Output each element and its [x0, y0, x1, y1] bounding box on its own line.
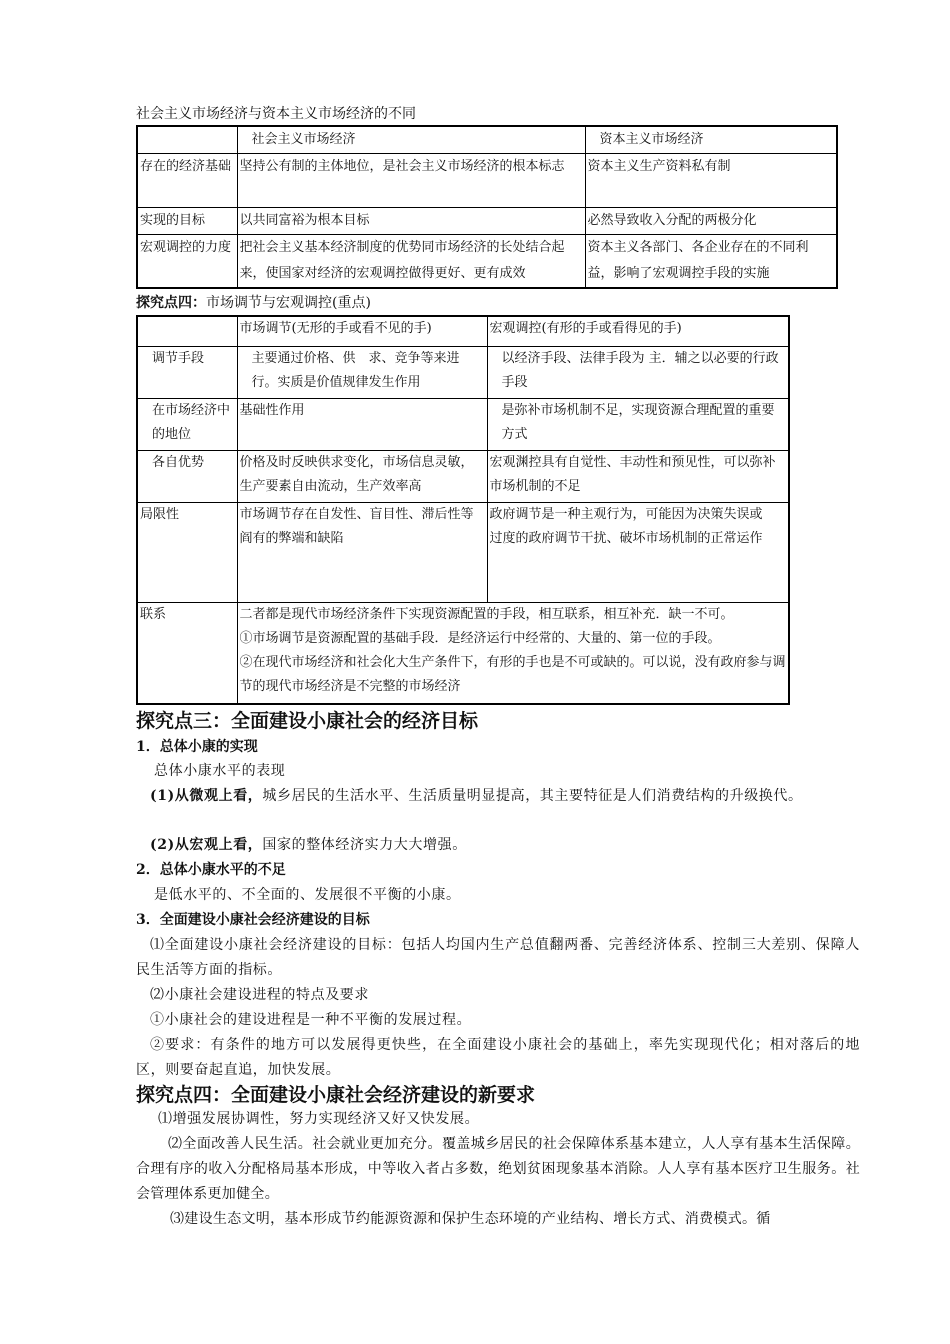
- paragraph: ②要求：有条件的地方可以发展得更快些，在全面建设小康社会的基础上，率先实现现代化；相对落后的地区，则要奋起直追，加快发展。: [136, 1037, 860, 1078]
- table-row: [137, 398, 789, 450]
- paragraph: ⑴增强发展协调性，努力实现经济又好又快发展。: [158, 1111, 480, 1127]
- subheading: 2．总体小康水平的不足: [136, 862, 286, 878]
- paragraph: ⑵小康社会建设进程的特点及要求: [150, 987, 369, 1003]
- table1-caption: 社会主义市场经济与资本主义市场经济的不同: [136, 106, 416, 122]
- table-row: [137, 154, 837, 208]
- subheading: 3．全面建设小康社会经济建设的目标: [136, 912, 370, 928]
- heading-part4: 探究点四：全面建设小康社会经济建设的新要求: [136, 1084, 536, 1106]
- table-cell: [487, 502, 789, 602]
- table-cell: 资本主义生产资料私有制: [585, 154, 837, 208]
- table-cell: 把社会主义基本经济制度的优势同市场经济的长处结合起来，使国家对经济的宏观调控做得更好、更有成效: [237, 235, 585, 289]
- table-cell: 以共同富裕为根本目标: [237, 208, 585, 235]
- table-row: [137, 346, 789, 398]
- paragraph-text: 国家的整体经济实力大大增强。: [262, 837, 467, 853]
- table-row: [137, 208, 837, 235]
- table-cell: 必然导致收入分配的两极分化: [585, 208, 837, 235]
- paragraph: ⑶建设生态文明，基本形成节约能源资源和保护生态环境的产业结构、增长方式、消费模式。循: [170, 1211, 771, 1227]
- section-label: 探究点四：: [136, 295, 206, 311]
- comparison-table: [136, 125, 838, 289]
- table-header-cell: [137, 126, 237, 154]
- table-header-cell: 宏观调控(有形的手或看得见的手): [487, 316, 789, 346]
- cell-line: 过度的政府调节干扰、破坏市场机制的正常运作: [489, 530, 763, 546]
- table-cell: 各自优势: [137, 450, 237, 502]
- bold-lead: (2)从宏观上看，: [150, 837, 263, 853]
- table-cell: 存在的经济基础: [137, 154, 237, 208]
- table-cell: 基础性作用: [237, 398, 487, 450]
- table-header-cell: 市场调节(无形的手或看不见的手): [237, 316, 487, 346]
- paragraph: 是低水平的、不全面的、发展很不平衡的小康。: [154, 887, 461, 903]
- table-row: [137, 450, 789, 502]
- paragraph: 总体小康水平的表现: [154, 763, 286, 779]
- section-title: 市场调节与宏观调控(重点): [206, 295, 371, 311]
- table-cell: 实现的目标: [137, 208, 237, 235]
- table-cell: 在市场经济中的地位: [137, 398, 237, 450]
- table-cell: [237, 602, 789, 704]
- table-cell: 宏观渊控具有自觉性、丰动性和预见性，可以弥补市场机制的不足: [487, 450, 789, 502]
- paragraph: ⑵全面改善人民生活。社会就业更加充分。覆盖城乡居民的社会保障体系基本建立，人人享有基本生活保障。合理有序的收入分配格局基本形成，中等收入者占多数，绝划贫困现象基本消除。人人享有基本医疗卫生服务。社会管理体系更加健全。: [136, 1136, 860, 1202]
- section-heading: [136, 293, 371, 313]
- table-row: [137, 126, 837, 154]
- table-row: [137, 602, 789, 704]
- subheading: 1．总体小康的实现: [136, 739, 258, 755]
- table-cell: 市场调节存在自发性、盲目性、滞后性等阎有的弊端和缺陷: [237, 502, 487, 602]
- table-cell: 价格及时反映供求变化，市场信息灵敏，生产要素自由流动，生产效率高: [237, 450, 487, 502]
- table-header-cell: 资本主义市场经济: [585, 126, 837, 154]
- table-cell: 主要通过价格、供 求、竞争等来进行。实质是价值规律发生作用: [237, 346, 487, 398]
- table-cell: 资本主义各部门、各企业存在的不同利益，影响了宏观调控手段的实施: [585, 235, 837, 289]
- paragraph: [136, 833, 860, 858]
- paragraph-text: 城乡居民的生活水平、生活质量明显提高，其主要特征是人们消费结构的升级换代。: [262, 788, 803, 804]
- market-regulation-table: [136, 315, 790, 705]
- cell-line: ②在现代市场经济和社会化大生产条件下，有形的手也是不可或缺的。可以说，没有政府参与调节的现代市场经济是不完整的市场经济: [239, 654, 786, 694]
- table-cell: 局限性: [137, 502, 237, 602]
- table-header-cell: [137, 316, 237, 346]
- table-cell: 是弥补市场机制不足，实现资源合理配置的重要方式: [487, 398, 789, 450]
- table-cell: 宏观调控的力度: [137, 235, 237, 289]
- heading-part3: 探究点三：全面建设小康社会的经济目标: [136, 710, 479, 732]
- cell-line: ①市场调节是资源配置的基础手段．是经济运行中经常的、大量的、第一位的手段。: [239, 630, 721, 646]
- bold-lead: (1)从微观上看，: [150, 788, 263, 804]
- cell-line: 二者都是现代市场经济条件下实现资源配置的手段，相互联系，相互补充．缺一不可。: [239, 606, 734, 622]
- table-row: [137, 502, 789, 602]
- table-cell: 以经济手段、法律手段为 主．辅之以必要的行政手段: [487, 346, 789, 398]
- cell-line: 政府调节是一种主观行为，可能因为决策失误或: [489, 506, 763, 522]
- paragraph: [136, 784, 860, 809]
- table-cell: 联系: [137, 602, 237, 704]
- table-row: [137, 316, 789, 346]
- table-cell: 调节手段: [137, 346, 237, 398]
- paragraph: ⑴全面建设小康社会经济建设的目标：包括人均国内生产总值翻两番、完善经济体系、控制三大差别、保障人民生活等方面的指标。: [136, 937, 860, 978]
- table-cell: 坚持公有制的主体地位，是社会主义市场经济的根本标志: [237, 154, 585, 208]
- paragraph: ①小康社会的建设进程是一种不平衡的发展过程。: [150, 1012, 472, 1028]
- table-row: [137, 235, 837, 289]
- table-header-cell: 社会主义市场经济: [237, 126, 585, 154]
